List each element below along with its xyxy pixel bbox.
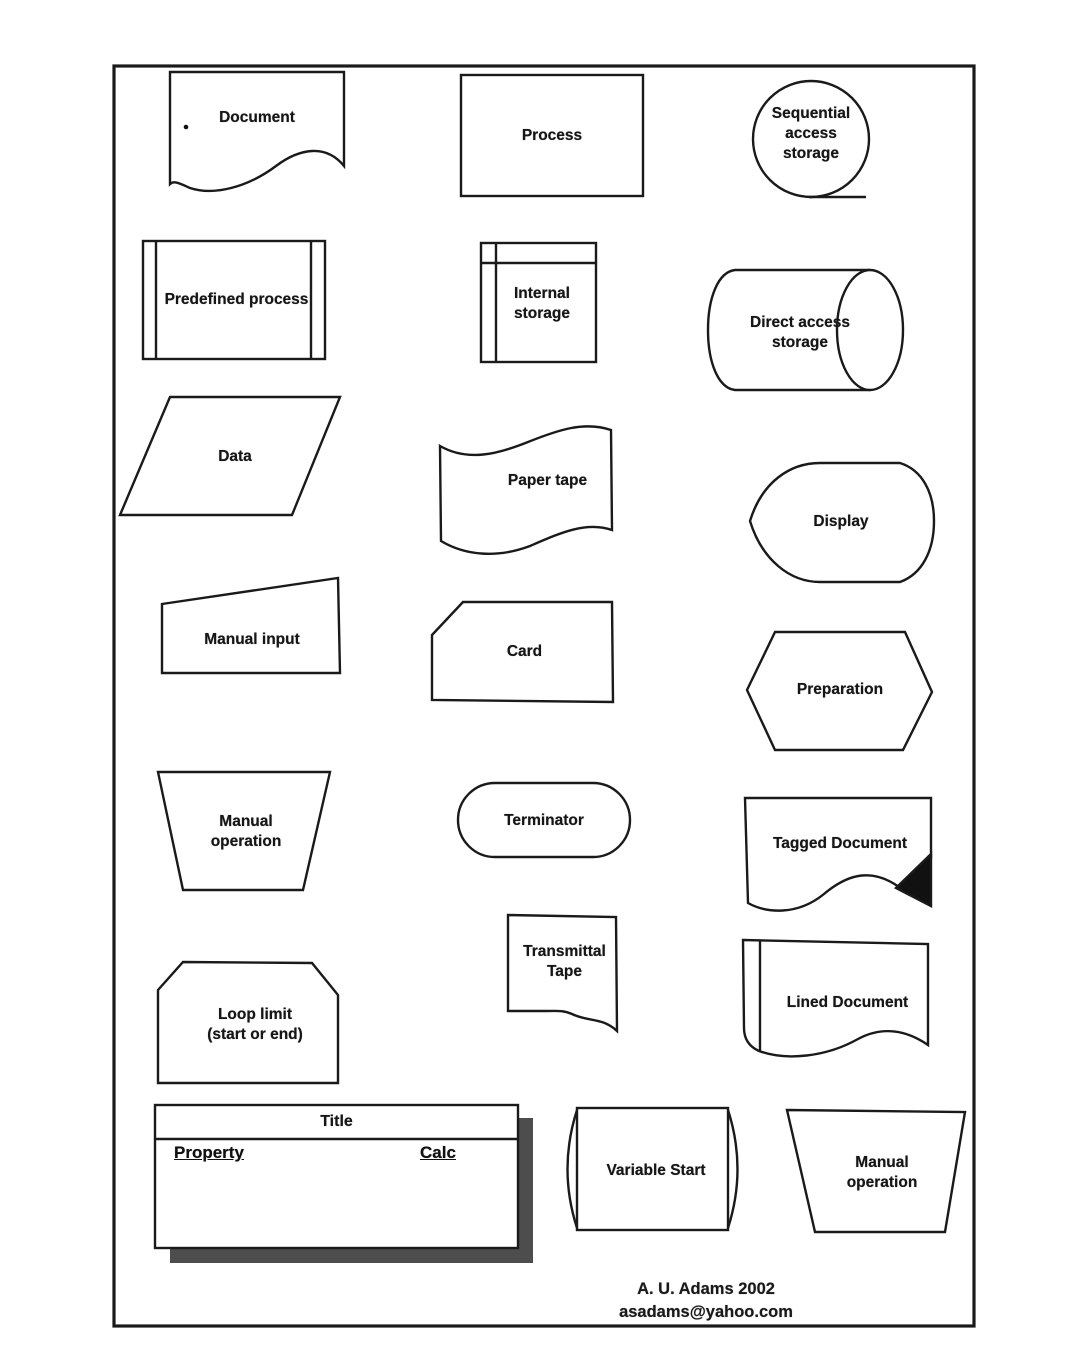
tagged-document-label: Tagged Document <box>772 835 908 852</box>
internal-storage-label: Internal storage <box>514 285 570 322</box>
process-label: Process <box>521 127 583 144</box>
attribution-email: asadams@yahoo.com <box>619 1303 793 1321</box>
document-shape <box>170 72 344 191</box>
loop-limit-label <box>177 1005 333 1045</box>
manual-input-shape <box>162 578 340 673</box>
sequential-access-storage-label: Sequential access storage <box>771 105 851 162</box>
variable-start-label: Variable Start <box>606 1162 706 1179</box>
direct-access-storage-label: Direct access storage <box>750 314 850 351</box>
manual-input-label: Manual input <box>204 631 300 648</box>
lined-document-label: Lined Document <box>786 994 909 1011</box>
transmittal-tape-label: Transmittal Tape <box>523 943 606 980</box>
document-label: Document <box>219 109 295 126</box>
data-label: Data <box>218 448 252 465</box>
predefined-process-label: Predefined process <box>164 291 309 308</box>
attribution-name: A. U. Adams 2002 <box>637 1280 775 1298</box>
table-right-header: Calc <box>420 1143 456 1162</box>
preparation-label: Preparation <box>796 681 884 698</box>
table-title-label: Title <box>320 1113 353 1130</box>
variable-start-right-arc <box>728 1110 738 1228</box>
loop-limit-label-line1: Loop limit <box>217 1006 293 1023</box>
card-label: Card <box>506 643 543 660</box>
tagged-document-shape <box>745 798 931 911</box>
variable-start-left-arc <box>568 1110 578 1228</box>
display-label: Display <box>813 513 869 530</box>
loop-limit-label-line2: (start or end) <box>207 1025 303 1043</box>
table-left-header: Property <box>174 1143 244 1162</box>
manual-operation-2-label: Manual operation <box>846 1154 918 1191</box>
paper-tape-label: Paper tape <box>507 472 588 489</box>
terminator-label: Terminator <box>504 812 584 829</box>
manual-operation-label: Manual operation <box>210 813 282 850</box>
